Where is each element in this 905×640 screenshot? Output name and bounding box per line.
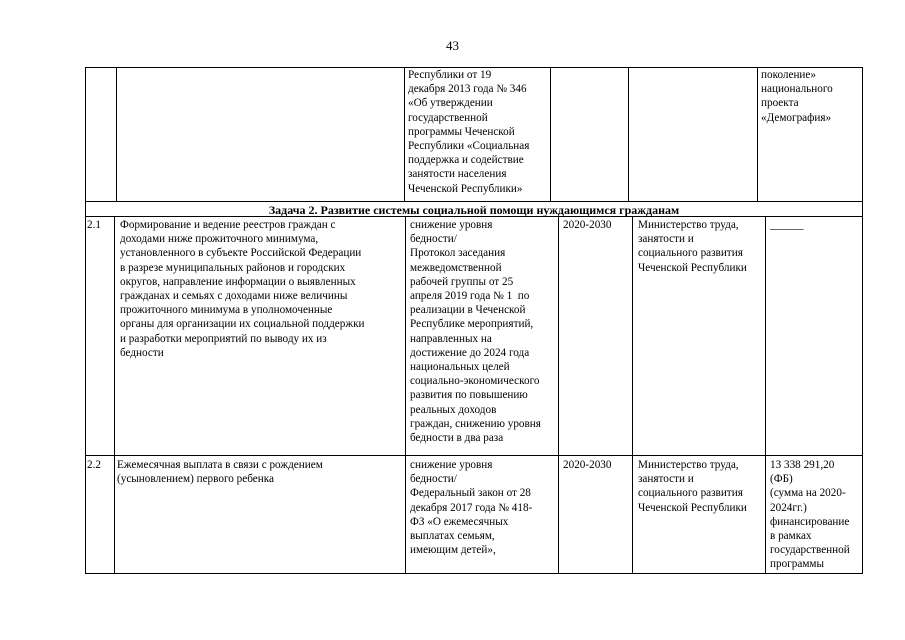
continuation-funding-cell: поколение» национального проекта «Демография» [761, 69, 833, 124]
column-divider [116, 67, 117, 201]
table-border-bottom [85, 573, 863, 574]
column-divider [765, 216, 766, 574]
row-2-1-executor: Министерство труда, занятости и социального развития Чеченской Республики [638, 219, 747, 274]
row-2-1-measure: Формирование и ведение реестров граждан с доходами ниже прожиточного минимума, установленного в субъекте Российской Федерации в разрезе муниципальных районов и городских округов, направление информации о выявленных гражданах и семьях с доходами ниже величины прожиточного минимума в уполномоченные органы для организации их социальной поддержки и разработки мероприятий по выводу их из бедности [120, 219, 365, 359]
column-divider [757, 67, 758, 201]
row-2-2-executor: Министерство труда, занятости и социального развития Чеченской Республики [638, 459, 747, 514]
page-number: 43 [446, 38, 459, 53]
column-divider [558, 216, 559, 574]
row-2-2-number: 2.2 [87, 459, 101, 471]
table-row-divider [85, 201, 863, 202]
row-2-1-period: 2020-2030 [563, 219, 612, 231]
column-divider [114, 216, 115, 574]
column-divider [632, 216, 633, 574]
task-heading: Задача 2. Развитие системы социальной помощи нуждающимся гражданам [268, 203, 680, 217]
column-divider [404, 67, 405, 201]
row-2-2-measure: Ежемесячная выплата в связи с рождением (усыновлением) первого ребенка [117, 459, 323, 486]
row-2-2-document: снижение уровня бедности/ Федеральный закон от 28 декабря 2017 года № 418- ФЗ «О ежемесячных выплатах семьям, имеющим детей», [410, 459, 533, 557]
row-2-2-period: 2020-2030 [563, 459, 612, 471]
continuation-document-cell: Республики от 19 декабря 2013 года № 346 «Об утверждении государственной программы Чеченской Республики «Социальная поддержка и содействие занятости населения Чеченской Республики» [408, 69, 530, 195]
column-divider [405, 216, 406, 574]
row-2-1-number: 2.1 [87, 219, 101, 231]
table-border-right [862, 67, 863, 574]
row-2-1-funding: ______ [770, 219, 804, 231]
column-divider [628, 67, 629, 201]
table-row-divider [85, 455, 863, 456]
table-border-left [85, 67, 86, 574]
row-2-2-funding: 13 338 291,20 (ФБ) (сумма на 2020- 2024гг.) финансирование в рамках государственной программы [770, 459, 850, 571]
column-divider [550, 67, 551, 201]
row-2-1-document: снижение уровня бедности/ Протокол заседания межведомственной рабочей группы от 25 апреля 2019 года № 1 по реализации в Чеченской Республике мероприятий, направленных на достижение до 2024 года национальных целей социально-экономического развития по повышению реальных доходов граждан, снижению уровня бедности в два раза [410, 219, 541, 445]
